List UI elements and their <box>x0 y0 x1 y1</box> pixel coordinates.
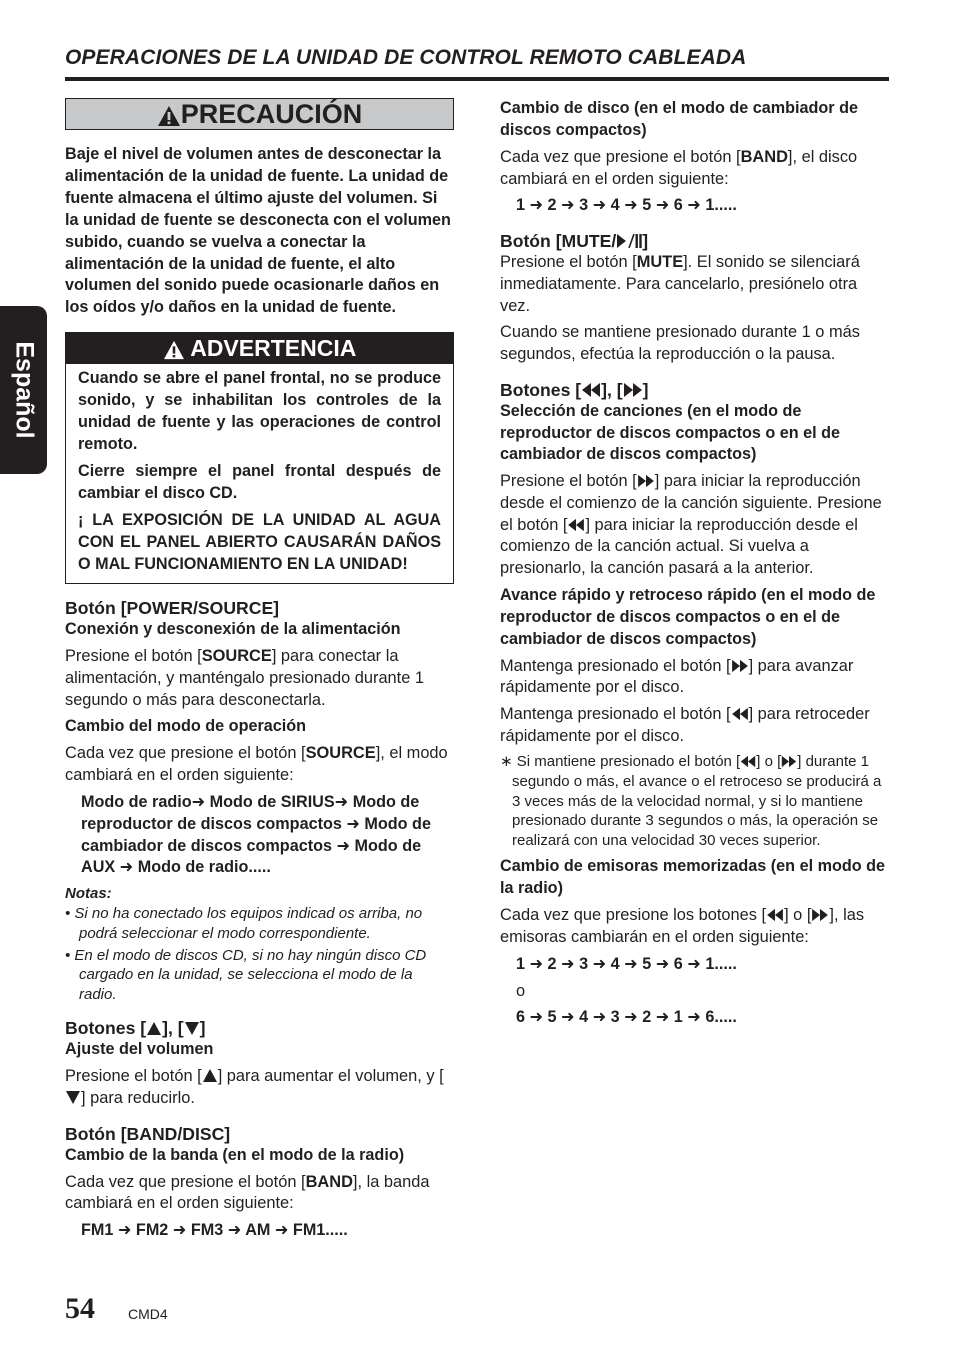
disc-change-paragraph: Cada vez que presione el botón [BAND], el disco cambiará en el orden siguiente: <box>500 147 858 188</box>
warning-heading <box>66 333 453 364</box>
warning-triangle-icon <box>163 340 185 360</box>
caution-title: PRECAUCIÓN <box>180 99 363 129</box>
language-side-tab <box>0 306 47 474</box>
warning-title: ADVERTENCIA <box>190 335 357 362</box>
volume-subtitle: Ajuste del volumen <box>65 1040 214 1059</box>
previous-track-icon <box>567 518 585 532</box>
next-track-icon <box>623 382 643 398</box>
previous-track-icon <box>766 908 784 922</box>
left-column <box>65 98 454 1247</box>
note-item: • Si no ha conectado los equipos indicad os arriba, no podrá seleccionar el modo correspondiente. <box>65 905 423 942</box>
power-source-title: Botón [POWER/SOURCE] <box>65 598 280 619</box>
track-selection-paragraph: Presione el botón [ ] para iniciar la reproducción desde el comienzo de la canción siguiente. Presione el botón [ ] para iniciar la reproducción desde el comienzo de la canción actual. Si vuelva a presionarlo, la canción pasará a la anterior. <box>500 472 882 578</box>
mode-change-paragraph: Cada vez que presione el botón [SOURCE], el modo cambiará en el orden siguiente: <box>65 744 448 785</box>
down-arrow-icon <box>65 1090 81 1105</box>
page-number: 54 <box>65 1292 95 1325</box>
disc-sequence: 1 ➜ 2 ➜ 3 ➜ 4 ➜ 5 ➜ 6 ➜ 1..... <box>516 196 737 215</box>
preset-paragraph: Cada vez que presione los botones [ ] o [ ], las emisoras cambiarán en el orden siguiente: <box>500 906 865 946</box>
band-disc-title: Botón [BAND/DISC] <box>65 1123 231 1144</box>
band-paragraph: Cada vez que presione el botón [BAND], la banda cambiará en el orden siguiente: <box>65 1172 430 1213</box>
next-track-icon <box>731 659 749 673</box>
power-subtitle: Conexión y desconexión de la alimentación <box>65 620 401 639</box>
next-track-icon <box>637 474 655 488</box>
speed-note: ∗ Si mantiene presionado el botón [ ] o [ ] durante 1 segundo o más, el avance o el retroceso se producirá a 3 veces más de la velocidad normal, y si lo mantiene presionado durante 3 segundos o más, la operación se realizará con una velocidad 30 veces superior. <box>500 753 882 849</box>
next-track-icon <box>811 908 829 922</box>
right-column <box>500 98 889 1034</box>
caution-text: Baje el nivel de volumen antes de desconectar la alimentación de la unidad de fuente. La unidad de fuente almacena el último ajuste del volumen. Si la unidad de fuente se desconecta con el volumen subido, cuando se vuelva a conectar la alimentación de la unidad de fuente, el alto volumen del sonido puede ocasionarle daños en los oídos y/o daños en la unidad de fuente. <box>65 145 451 317</box>
mode-sequence: Modo de radio➜ Modo de SIRIUS➜ Modo de reproductor de discos compactos ➜ Modo de cambiador de discos compactos ➜ Modo de AUX ➜ Modo de radio..... <box>81 792 431 877</box>
page-header-title: OPERACIONES DE LA UNIDAD DE CONTROL REMOTO CABLEADA <box>65 46 747 69</box>
previous-track-icon <box>581 382 601 398</box>
warning-paragraph: Cuando se abre el panel frontal, no se produce sonido, y se inhabilitan los controles de la unidad de fuente y las operaciones de control remoto. <box>78 369 441 453</box>
warning-triangle-icon <box>157 105 181 127</box>
language-label: Español <box>10 341 38 439</box>
previous-track-icon <box>731 707 749 721</box>
rewind-paragraph: Mantenga presionado el botón [ ] para retroceder rápidamente por el disco. <box>500 705 870 745</box>
next-track-icon <box>781 755 797 768</box>
volume-buttons-title: Botones [ ], [ ] <box>65 1018 206 1039</box>
model-code: CMD4 <box>128 1306 168 1322</box>
warning-paragraph: Cierre siempre el panel frontal después de cambiar el disco CD. <box>78 461 441 502</box>
caution-heading <box>65 98 454 130</box>
up-arrow-icon <box>146 1021 162 1036</box>
mute-button-title: Botón [MUTE/ ] <box>500 231 649 252</box>
preset-sequence-forward: 1 ➜ 2 ➜ 3 ➜ 4 ➜ 5 ➜ 6 ➜ 1..... <box>516 954 737 973</box>
notes-title: Notas: <box>65 885 112 903</box>
down-arrow-icon <box>184 1021 200 1036</box>
band-sequence: FM1 ➜ FM2 ➜ FM3 ➜ AM ➜ FM1..... <box>81 1220 348 1239</box>
band-subtitle: Cambio de la banda (en el modo de la radio) <box>65 1145 405 1164</box>
note-item: • En el modo de discos CD, si no hay ningún disco CD cargado en la unidad, se selecciona el modo de la radio. <box>65 946 427 1003</box>
preset-sequence-reverse: 6 ➜ 5 ➜ 4 ➜ 3 ➜ 2 ➜ 1 ➜ 6..... <box>516 1008 737 1027</box>
track-buttons-title: Botones [ ], [ ] <box>500 379 649 400</box>
power-paragraph: Presione el botón [SOURCE] para conectar la alimentación, y manténgalo presionado durante 1 segundo o más para desconectarla. <box>65 647 425 709</box>
warning-box <box>65 332 454 584</box>
disc-change-subtitle: Cambio de disco (en el modo de cambiador de discos compactos) <box>500 99 858 139</box>
mode-change-subtitle: Cambio del modo de operación <box>65 717 307 736</box>
header-rule <box>65 77 889 81</box>
play-pause-icon <box>616 233 642 249</box>
fast-forward-paragraph: Mantenga presionado el botón [ ] para avanzar rápidamente por el disco. <box>500 656 854 697</box>
volume-paragraph: Presione el botón [ ] para aumentar el volumen, y [] para reducirlo. <box>65 1067 444 1107</box>
previous-track-icon <box>740 755 756 768</box>
mute-hold-paragraph: Cuando se mantiene presionado durante 1 o más segundos, efectúa la reproducción o la pausa. <box>500 323 860 363</box>
track-selection-subtitle: Selección de canciones (en el modo de reproductor de discos compactos o en el de cambiador de discos compactos) <box>500 401 841 464</box>
fast-forward-subtitle: Avance rápido y retroceso rápido (en el modo de reproductor de discos compactos o en el de cambiador de discos compactos) <box>500 585 876 648</box>
mute-paragraph: Presione el botón [MUTE]. El sonido se silenciará inmediatamente. Para cancelarlo, presiónelo otra vez. <box>500 253 860 315</box>
preset-subtitle: Cambio de emisoras memorizadas (en el modo de la radio) <box>500 857 886 898</box>
up-arrow-icon <box>202 1068 218 1083</box>
sequence-or: o <box>516 981 526 1000</box>
warning-paragraph: ¡ LA EXPOSICIÓN DE LA UNIDAD AL AGUA CON EL PANEL ABIERTO CAUSARÁN DAÑOS O MAL FUNCIONAMIENTO EN LA UNIDAD! <box>78 510 441 573</box>
